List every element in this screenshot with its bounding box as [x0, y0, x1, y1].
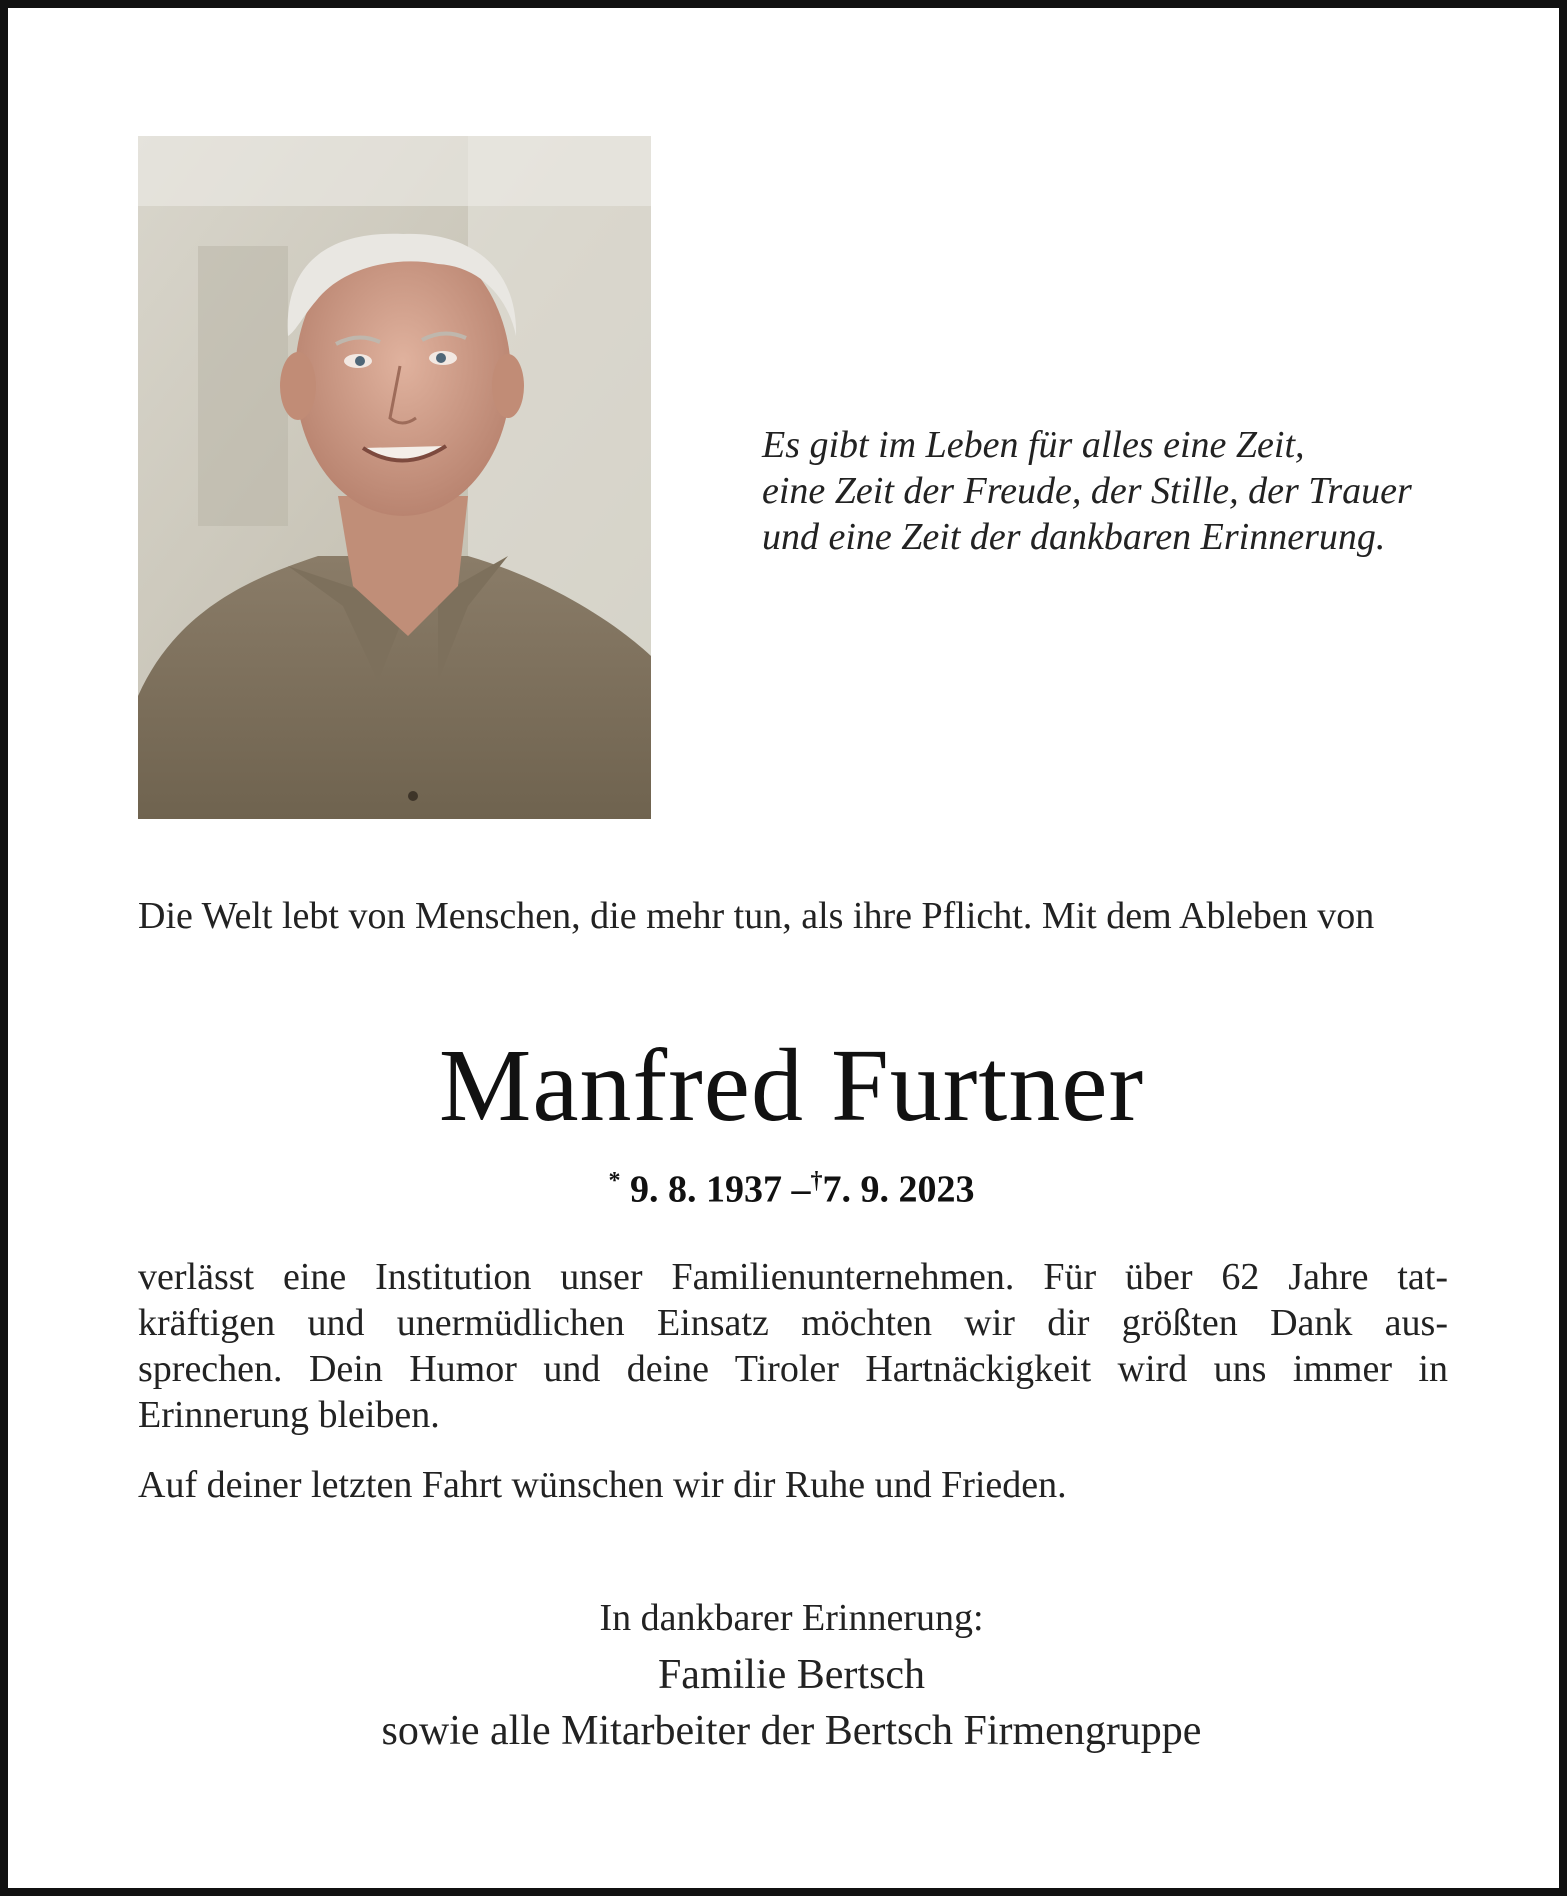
body-text — [138, 1254, 1448, 1438]
quote-line: und eine Zeit der dankbaren Erinnerung. — [762, 516, 1386, 558]
signature-staff: sowie alle Mitarbeiter der Bertsch Firmengruppe — [381, 1708, 1202, 1754]
signature-preamble: In dankbarer Erinnerung: — [599, 1597, 984, 1639]
signature-family: Familie Bertsch — [657, 1652, 926, 1698]
quote-line: Es gibt im Leben für alles eine Zeit, — [762, 424, 1305, 466]
portrait-image — [138, 136, 651, 819]
body-line: kräftigen und unermüdlichen Einsatz möchten wir dir größten Dank aus- — [138, 1302, 1448, 1344]
portrait-photo — [138, 136, 651, 819]
body-line: sprechen. Dein Humor und deine Tiroler Hartnäckigkeit wird uns immer in — [138, 1348, 1448, 1390]
life-dates — [8, 1158, 1567, 1213]
birth-date: 9. 8. 1937 — [630, 1168, 782, 1211]
signature-block — [8, 1593, 1567, 1759]
quote — [762, 422, 1462, 560]
body-line: verlässt eine Institution unser Familienunternehmen. Für über 62 Jahre tat- — [138, 1256, 1448, 1298]
quote-line: eine Zeit der Freude, der Stille, der Trauer — [762, 470, 1412, 512]
birth-symbol: * — [608, 1168, 621, 1194]
deceased-name: Manfred Furtner — [438, 1028, 1145, 1143]
closing-text: Auf deiner letzten Fahrt wünschen wir dir Ruhe und Frieden. — [138, 1464, 1067, 1506]
death-symbol: † — [810, 1168, 823, 1194]
intro-text: Die Welt lebt von Menschen, die mehr tun, als ihre Pflicht. Mit dem Ableben von — [138, 895, 1375, 937]
death-date: 7. 9. 2023 — [822, 1168, 975, 1211]
body-line: Erinnerung bleiben. — [138, 1394, 440, 1436]
date-separator: – — [791, 1168, 811, 1211]
